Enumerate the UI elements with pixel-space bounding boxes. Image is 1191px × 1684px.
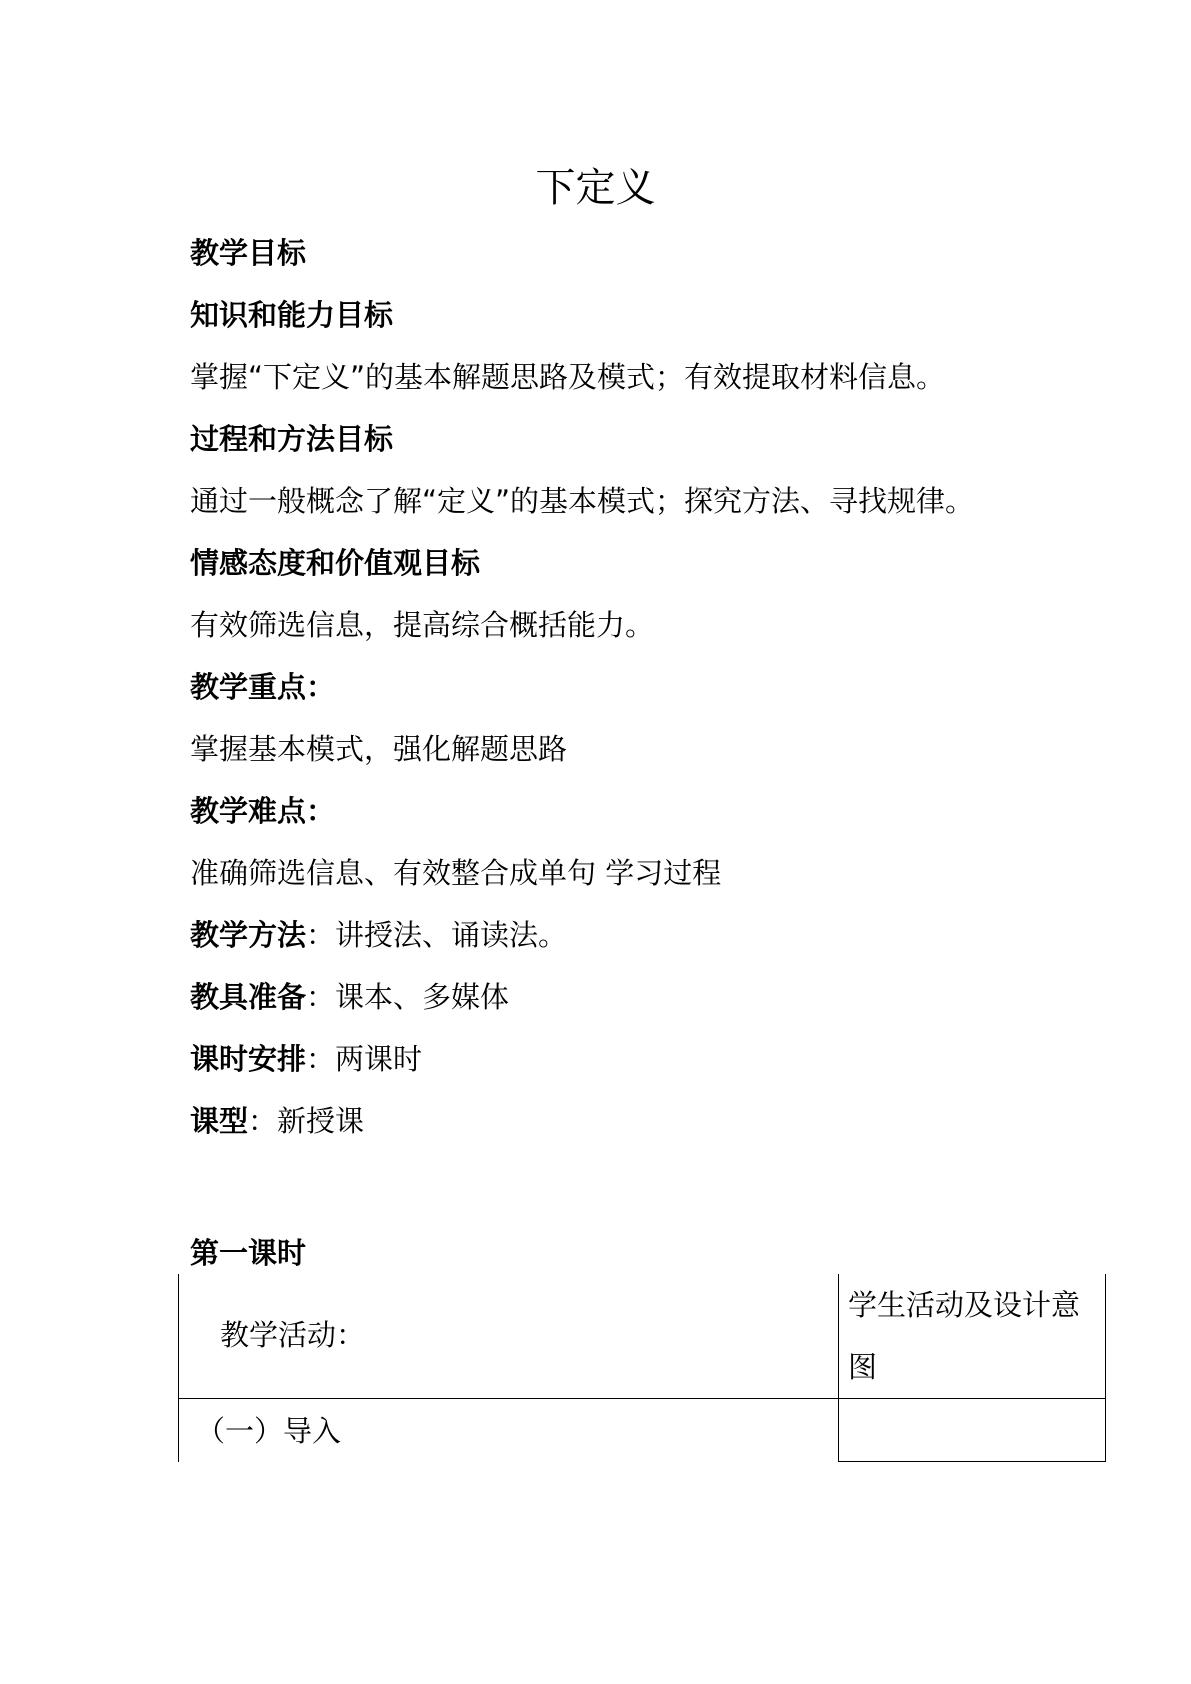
goals-heading: 教学目标 [190, 236, 307, 270]
schedule-value: ：两课时 [306, 1042, 423, 1076]
student-activity-header: 学生活动及设计意图 [848, 1288, 1081, 1384]
table-row-intro: （一）导入 [196, 1414, 342, 1448]
table-border-right [1105, 1274, 1106, 1462]
schedule-label: 课时安排 [190, 1042, 307, 1076]
lesson-plan-table [178, 1274, 1106, 1462]
table-row-divider [178, 1398, 1106, 1399]
key-points-heading: 教学重点： [190, 670, 336, 704]
lesson-type-label: 课型 [190, 1104, 249, 1138]
table-column-divider [838, 1274, 839, 1462]
tools-value: ：课本、多媒体 [306, 980, 510, 1014]
key-points-text: 掌握基本模式，强化解题思路 [190, 732, 568, 766]
table-border-left [178, 1274, 179, 1462]
emotion-text: 有效筛选信息，提高综合概括能力。 [190, 608, 655, 642]
difficulty-heading: 教学难点： [190, 794, 336, 828]
document-title: 下定义 [535, 165, 656, 211]
difficulty-text: 准确筛选信息、有效整合成单句 学习过程 [190, 856, 722, 890]
method-value: ：讲授法、诵读法。 [306, 918, 568, 952]
schedule-line [190, 1028, 1090, 1090]
process-text: 通过一般概念了解“定义”的基本模式；探究方法、寻找规律。 [190, 484, 975, 518]
process-heading: 过程和方法目标 [190, 422, 394, 456]
tools-line [190, 966, 1090, 1028]
emotion-heading: 情感态度和价值观目标 [190, 546, 481, 580]
method-label: 教学方法 [190, 918, 307, 952]
lesson-heading: 第一课时 [190, 1236, 307, 1270]
document-body [190, 222, 1090, 1152]
method-line [190, 904, 1090, 966]
lesson-type-line [190, 1090, 1090, 1152]
teaching-activity-header: 教学活动： [220, 1318, 366, 1352]
knowledge-heading: 知识和能力目标 [190, 298, 394, 332]
tools-label: 教具准备 [190, 980, 307, 1014]
lesson-type-value: ：新授课 [248, 1104, 365, 1138]
table-border-bottom [838, 1461, 1106, 1462]
knowledge-text: 掌握“下定义”的基本解题思路及模式；有效提取材料信息。 [190, 360, 946, 394]
